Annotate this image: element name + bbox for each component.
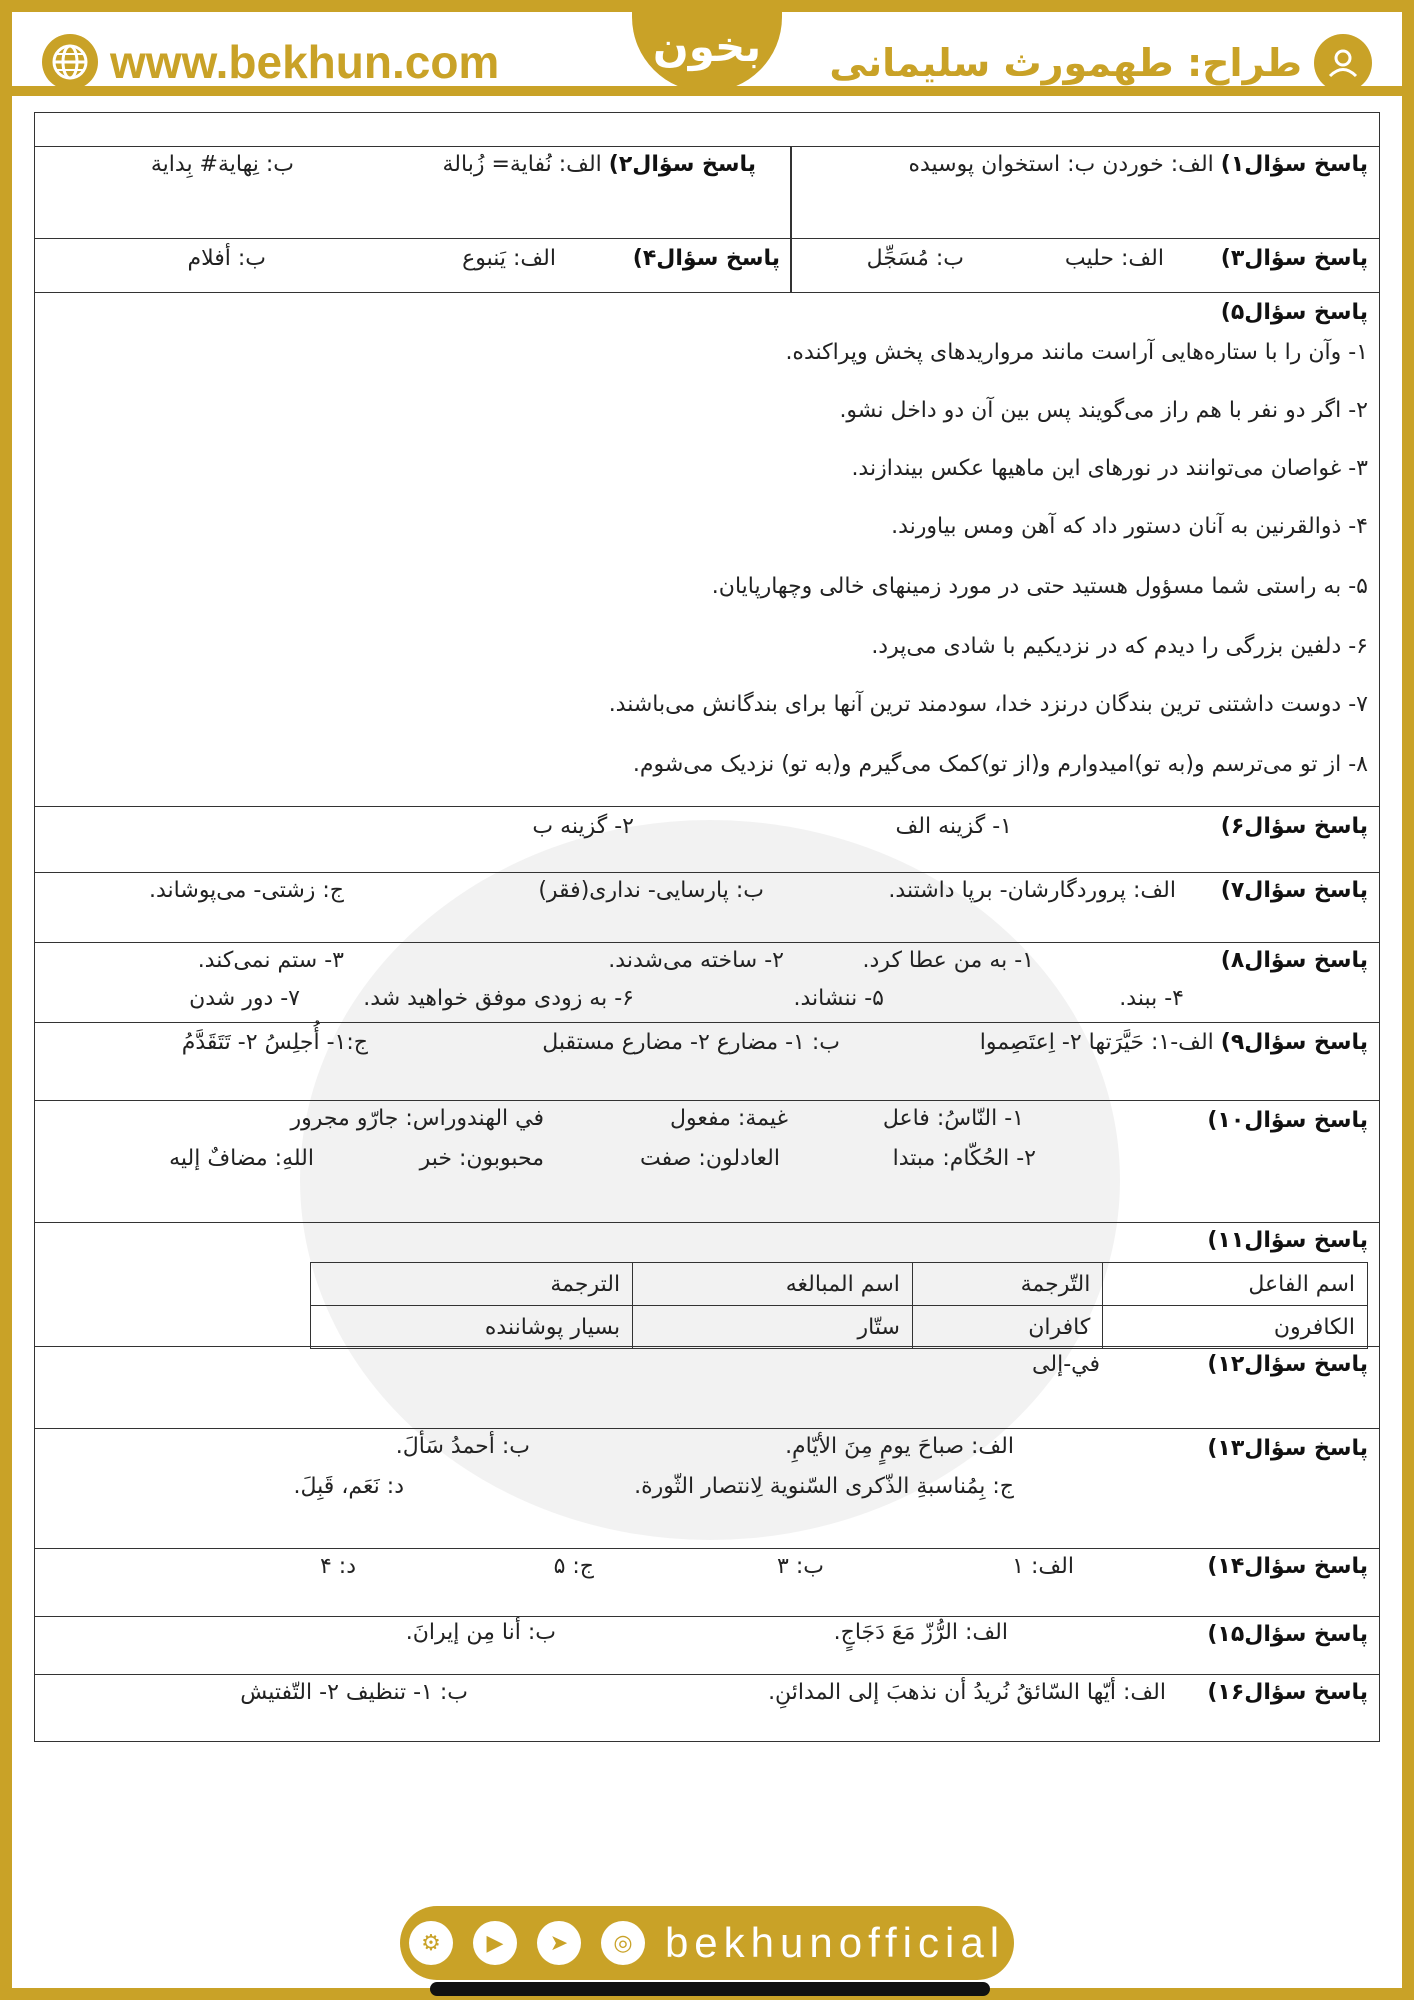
q8-item: ۴- ببند.: [1119, 986, 1184, 1011]
q12-label: پاسخ سؤال۱۲): [1207, 1352, 1368, 1377]
q10-item: ۱- النّاسُ: فاعل: [882, 1106, 1024, 1131]
globe-icon: [42, 34, 98, 90]
q7-label: پاسخ سؤال۷): [1220, 878, 1368, 903]
row-q14: [34, 1549, 1380, 1617]
q8-item: ۲- ساخته می‌شدند.: [608, 948, 784, 973]
user-icon: [1314, 34, 1372, 92]
row-q15: [34, 1617, 1380, 1675]
q8-item: ۳- ستم نمی‌کند.: [197, 948, 344, 973]
q9-c: ج:۱- أُجلِسُ ۲- تَتَقَدَّمُ: [181, 1030, 368, 1055]
row-q12: [34, 1347, 1380, 1429]
table-cell: ستّار: [633, 1306, 913, 1349]
q5-line: ۷- دوست داشتنی ترین بندگان درنزد خدا، سودمند ترین آنها برای بندگانش می‌باشند.: [608, 692, 1368, 717]
q10-answer: [1207, 1108, 1368, 1133]
q10-item: في الهندوراس: جارّو مجرور: [290, 1106, 544, 1131]
q14-answer: [1207, 1554, 1368, 1579]
table-header: اسم الفاعل: [1103, 1263, 1368, 1306]
row-q5: [34, 293, 1380, 807]
q13-d: د: نَعَم، قَبِلَ.: [293, 1474, 404, 1499]
q15-b: ب: أنا مِن إيرانَ.: [405, 1620, 556, 1645]
designer-credit: [829, 34, 1372, 92]
table-cell: الکافرون: [1103, 1306, 1368, 1349]
q12-answer: [1207, 1352, 1368, 1377]
row-top: [34, 112, 1380, 147]
q6-a: ۱- گزینه الف: [895, 814, 1012, 839]
table-cell: کافران: [912, 1306, 1102, 1349]
q1-label: پاسخ سؤال۱): [1220, 152, 1368, 177]
footer-social: [400, 1906, 1014, 1980]
q5-line: ۶- دلفین بزرگی را دیدم که در نزدیکیم با شادی می‌پرد.: [871, 634, 1368, 659]
q10-item: غيمة: مفعول: [670, 1106, 788, 1131]
q7-b: ب: پارسایی- نداری(فقر): [538, 878, 764, 903]
q3-answer: [1221, 246, 1368, 271]
q1-text: الف: خوردن ب: استخوان پوسیده: [908, 152, 1214, 177]
q11-answer: [1207, 1228, 1368, 1253]
q5-label-text: پاسخ سؤال۵): [1220, 300, 1368, 325]
q10-item: اللهِ: مضافٌ إليه: [169, 1146, 314, 1171]
aparat-icon[interactable]: ⚙: [409, 1921, 453, 1965]
q13-b: ب: أحمدُ سَألَ.: [395, 1434, 530, 1459]
telegram-icon[interactable]: ➤: [537, 1921, 581, 1965]
q13-c: ج: بِمُناسبةِ الذّکری السّنویة لِانتصار الثّورة.: [634, 1474, 1014, 1499]
q12-text: في-إلی: [1032, 1352, 1100, 1377]
table-header: اسم المبالغه: [633, 1263, 913, 1306]
q4-b: ب: أفلام: [187, 246, 266, 271]
q11-label: پاسخ سؤال۱۱): [1207, 1228, 1368, 1253]
q14-b: ب: ۳: [777, 1554, 824, 1579]
q2-answer: [443, 152, 756, 177]
q2-a: الف: نُفاية= زُبالة: [442, 152, 602, 177]
table-header: الترجمة: [311, 1263, 633, 1306]
q15-a: الف: الرُّزّ مَعَ دَجَاجٍ.: [833, 1620, 1008, 1645]
q6-label: پاسخ سؤال۶): [1220, 814, 1368, 839]
q15-answer: [1207, 1622, 1368, 1647]
q15-label: پاسخ سؤال۱۵): [1207, 1622, 1368, 1647]
row-q6: [34, 807, 1380, 873]
q3-a: الف: حلیب: [1064, 246, 1164, 271]
table-header: التّرجمة: [912, 1263, 1102, 1306]
q9-a: الف-۱: حَیَّرَتها ۲- اِعتَصِموا: [979, 1030, 1214, 1055]
q8-item: ۷- دور شدن: [189, 986, 300, 1011]
q14-c: ج: ۵: [553, 1554, 594, 1579]
q10-item: العادلون: صفت: [640, 1146, 780, 1171]
social-handle[interactable]: bekhunofficial: [664, 1919, 1006, 1966]
q1-answer: [908, 152, 1368, 177]
q8-answer: [1221, 948, 1368, 973]
q5-line: ۵- به راستی شما مسؤول هستید حتی در مورد زمینهای خالی وچهارپایان.: [711, 574, 1368, 599]
q14-a: الف: ۱: [1012, 1554, 1074, 1579]
q7-answer: [1221, 878, 1368, 903]
q2-label: پاسخ سؤال۲): [608, 152, 756, 177]
q5-line: ۴- ذوالقرنین به آنان دستور داد که آهن ومس بیاورند.: [891, 514, 1368, 539]
q16-label: پاسخ سؤال۱۶): [1207, 1680, 1368, 1705]
table-row: [311, 1306, 1368, 1349]
q10-item: محبوبون: خبر: [419, 1146, 544, 1171]
q16-a: الف: أیّها السّائقُ نُریدُ أن نذهبَ إلی المدائنِ.: [768, 1680, 1166, 1705]
designer-name: طراح: طهمورث سلیمانی: [829, 41, 1302, 85]
q4-label: پاسخ سؤال۴): [632, 246, 780, 271]
q9-answer: [980, 1030, 1368, 1055]
q6-b: ۲- گزینه ب: [532, 814, 634, 839]
q5-line: ۳- غواصان می‌توانند در نورهای این ماهیها عکس بیندازند.: [851, 456, 1368, 481]
q4-a: الف: یَنبوع: [462, 246, 556, 271]
q7-c: ج: زشتی- می‌پوشاند.: [149, 878, 344, 903]
logo-text: بخون: [652, 21, 762, 71]
row-q16: [34, 1675, 1380, 1742]
header-bar: [0, 0, 1414, 96]
q3-label: پاسخ سؤال۳): [1220, 246, 1368, 271]
site-url: www.bekhun.com: [110, 36, 500, 88]
q11-table: [310, 1262, 1368, 1349]
q4-answer: [633, 246, 780, 271]
q13-label: پاسخ سؤال۱۳): [1207, 1436, 1368, 1461]
q7-a: الف: پروردگارشان- برپا داشتند.: [888, 878, 1176, 903]
q8-item: ۵- ننشاند.: [793, 986, 884, 1011]
q8-item: ۶- به زودی موفق خواهید شد.: [363, 986, 634, 1011]
q16-answer: [1207, 1680, 1368, 1705]
q13-answer: [1207, 1436, 1368, 1461]
table-header-row: [311, 1263, 1368, 1306]
q5-label: [1221, 300, 1368, 325]
q5-line: ۲- اگر دو نفر با هم راز می‌گویند پس بین آن دو داخل نشو.: [839, 398, 1368, 423]
q10-label: پاسخ سؤال۱۰): [1207, 1108, 1368, 1133]
q5-line: ۸- از تو می‌ترسم و(به تو)امیدوارم و(از تو)کمک می‌گیرم و(به تو) نزدیک می‌شوم.: [632, 752, 1368, 777]
q9-b: ب: ۱- مضارع ۲- مضارع مستقبل: [542, 1030, 840, 1055]
footer-shadow: [430, 1982, 990, 1996]
q16-b: ب: ۱- تنظيف ۲- التّفتيش: [240, 1680, 468, 1705]
q14-label: پاسخ سؤال۱۴): [1207, 1554, 1368, 1579]
q8-label: پاسخ سؤال۸): [1220, 948, 1368, 973]
q9-label: پاسخ سؤال۹): [1220, 1030, 1368, 1055]
q14-d: د: ۴: [319, 1554, 356, 1579]
site-link[interactable]: [42, 34, 499, 90]
instagram-icon[interactable]: ◎: [601, 1921, 645, 1965]
q5-line: ۱- وآن را با ستاره‌هایی آراست مانند مروارید‌های پخش وپراکنده.: [785, 340, 1368, 365]
youtube-icon[interactable]: ▶: [473, 1921, 517, 1965]
q13-a: الف: صباحَ یومٍ مِنَ الأیّامِ.: [785, 1434, 1014, 1459]
q8-item: ۱- به من عطا کرد.: [862, 948, 1034, 973]
q2-b: ب: نِهاية# بِداية: [150, 152, 294, 177]
q10-item: ۲- الحُکّام: مبتدا: [892, 1146, 1036, 1171]
q6-answer: [1221, 814, 1368, 839]
q3-b: ب: مُسَجِّل: [866, 246, 964, 271]
table-cell: بسیار پوشاننده: [311, 1306, 633, 1349]
